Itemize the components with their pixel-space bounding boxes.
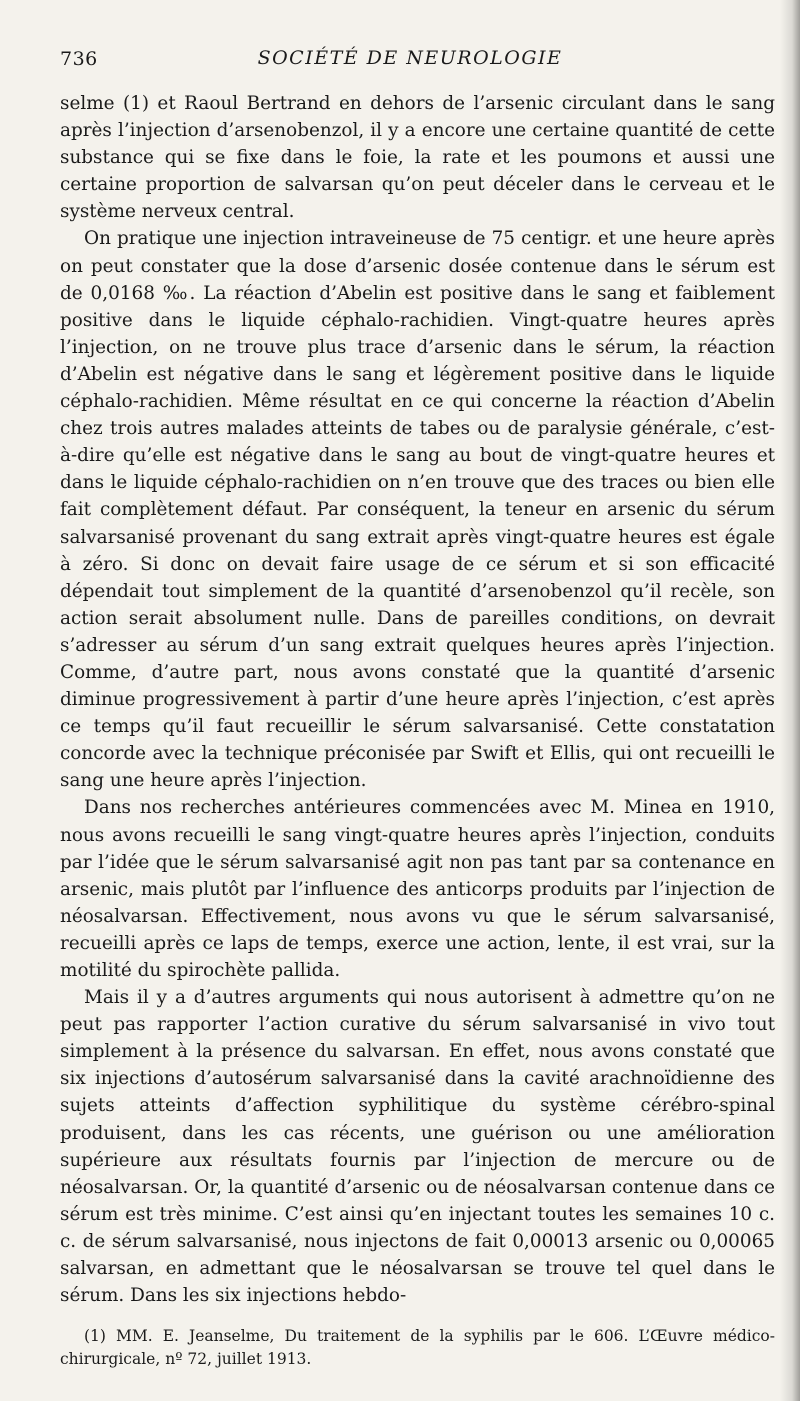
page-edge-shadow [780, 0, 800, 1401]
paragraph-4: Mais il y a d’autres arguments qui nous autorisent à admettre qu’on ne peut pas rapporter l’action curative du sérum salvarsanisé in vivo tout simplement à la présence du salvarsan. En effet, nous avons constaté que six injections d’autosérum salvarsanisé dans la cavité arachnoïdienne des sujets atteints d’affection syphilitique du système cérébro-spinal produisent, dans les cas récents, une guérison ou une amélioration supérieure aux résultats fournis par l’injection de mercure ou de néosalvarsan. Or, la quantité d’arsenic ou de néosalvarsan contenue dans ce sérum est très minime. C’est ainsi qu’en injectant toutes les semaines 10 c. c. de sérum salvarsanisé, nous injectons de fait 0,00013 arsenic ou 0,00065 salvarsan, en admettant que le néosalvarsan se trouve tel quel dans le sérum. Dans les six injections hebdo- [60, 987, 775, 1307]
body-text [60, 90, 775, 1309]
running-title: SOCIÉTÉ DE NEUROLOGIE [257, 47, 563, 69]
paragraph-1: selme (1) et Raoul Bertrand en dehors de l’arsenic circulant dans le sang après l’injection d’arsenobenzol, il y a encore une certaine quantité de cette substance qui se fixe dans le foie, la rate et les poumons et aussi une certaine proportion de salvarsan qu’on peut déceler dans le cerveau et le système nerveux central. [60, 93, 775, 223]
footnote [60, 1325, 775, 1371]
paragraph-2: On pratique une injection intraveineuse de 75 centigr. et une heure après on peut constater que la dose d’arsenic dosée contenue dans le sérum est de 0,0168 ‰. La réaction d’Abelin est positive dans le sang et faiblement positive dans le liquide céphalo-rachidien. Vingt-quatre heures après l’injection, on ne trouve plus trace d’arsenic dans le sérum, la réaction d’Abelin est négative dans le sang et légèrement positive dans le liquide céphalo-rachidien. Même résultat en ce qui concerne la réaction d’Abelin chez trois autres malades atteints de tabes ou de paralysie générale, c’est-à-dire qu’elle est négative dans le sang au bout de vingt-quatre heures et dans le liquide céphalo-rachidien on n’en trouve que des traces ou bien elle fait complètement défaut. Par conséquent, la teneur en arsenic du sérum salvarsanisé provenant du sang extrait après vingt-quatre heures est égale à zéro. Si donc on devait faire usage de ce sérum et si son efficacité dépendait tout simplement de la quantité d’arsenobenzol qu’il recèle, son action serait absolument nulle. Dans de pareilles conditions, on devrait s’adresser au sérum d’un sang extrait quelques heures après l’injection. Comme, d’autre part, nous avons constaté que la quantité d’arsenic diminue progressivement à partir d’une heure après l’injection, c’est après ce temps qu’il faut recueillir le sérum salvarsanisé. Cette constatation concorde avec la technique préconisée par Swift et Ellis, qui ont recueilli le sang une heure après l’injection. [60, 228, 775, 792]
page-number: 736 [60, 48, 98, 70]
page-header [60, 44, 760, 78]
paragraph-3: Dans nos recherches antérieures commencées avec M. Minea en 1910, nous avons recueilli le sang vingt-quatre heures après l’injection, conduits par l’idée que le sérum salvarsanisé agit non pas tant par sa contenance en arsenic, mais plutôt par l’influence des anticorps produits par l’injection de néosalvarsan. Effectivement, nous avons vu que le sérum salvarsanisé, recueilli après ce laps de temps, exerce une action, lente, il est vrai, sur la motilité du spirochète pallida. [60, 797, 775, 981]
footnote-text: (1) MM. E. Jeanselme, Du traitement de la syphilis par le 606. L’Œuvre médico-chirurgicale, nº 72, juillet 1913. [60, 1327, 775, 1368]
